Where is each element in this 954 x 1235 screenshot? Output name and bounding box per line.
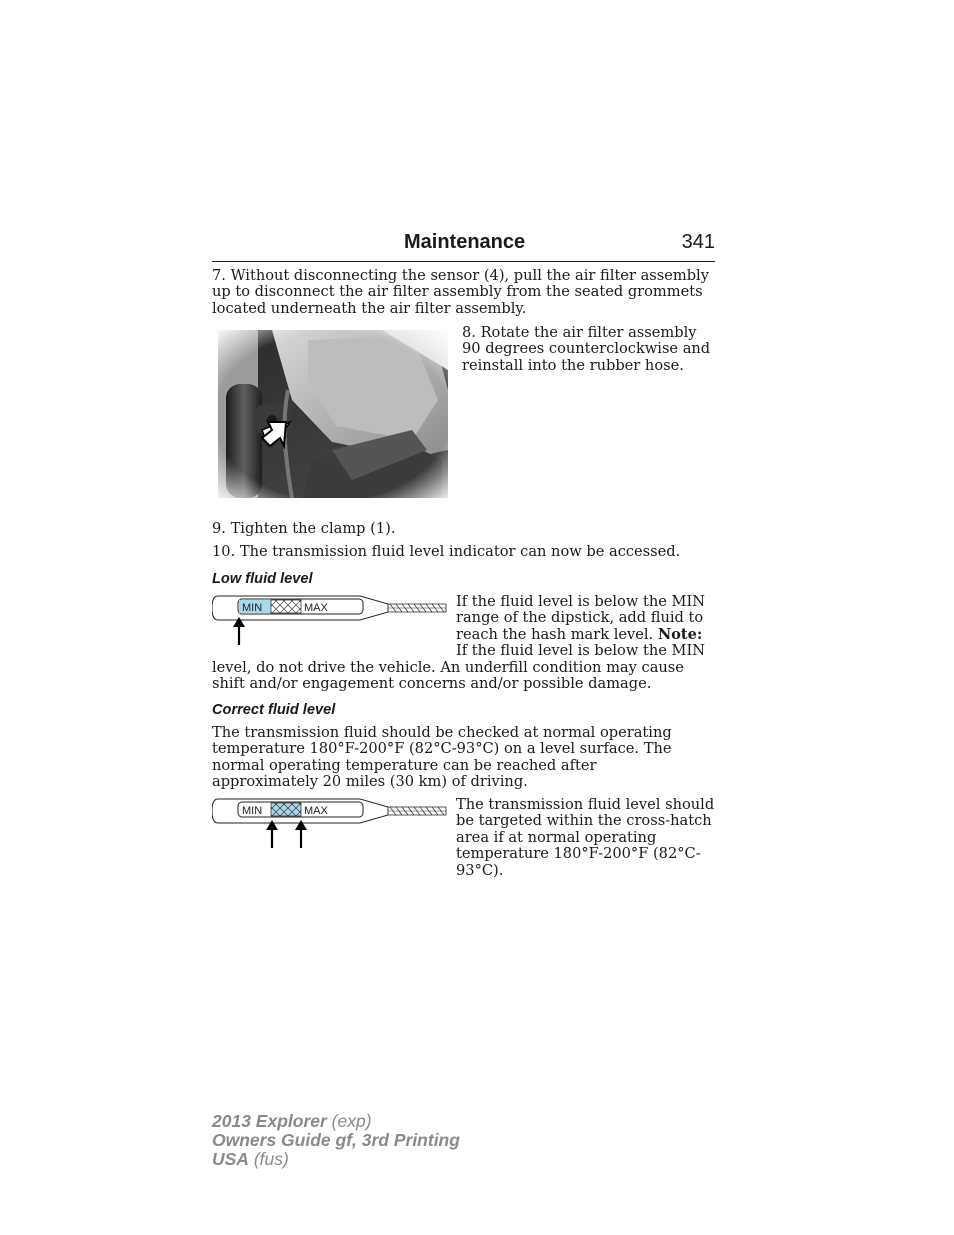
- low-fluid-text: If the fluid level is below the MIN range of the dipstick, add fluid to reach the hash mark level. Note: If the fluid level is below the MIN level, do not drive the vehicle. An underfill condition may cause shift and/or engagement concerns and/or possible damage.: [212, 593, 705, 693]
- correct-fluid-side-text: The transmission fluid level should be targeted within the cross-hatch area if at normal operating temperature 180°F-200°F (82°C-93°C).: [456, 796, 715, 879]
- step-7: 7. Without disconnecting the sensor (4), pull the air filter assembly up to disconnect the air filter assembly from the seated grommets located underneath the air filter assembly.: [212, 267, 709, 317]
- step-10: 10. The transmission fluid level indicator can now be accessed.: [212, 543, 681, 560]
- air-filter-photo: [212, 330, 452, 502]
- footer: 2013 Explorer (exp) Owners Guide gf, 3rd Printing USA (fus): [212, 1111, 460, 1169]
- page-header: [212, 229, 715, 262]
- correct-fluid-paragraph: The transmission fluid should be checked at normal operating temperature 180°F-200°F (82°C-93°C) on a level surface. The normal operating temperature can be reached after approximately 20 miles (30 km) of driving.: [212, 724, 672, 791]
- dipstick-max-label: MAX: [304, 805, 328, 817]
- low-fluid-heading: Low fluid level: [212, 571, 313, 587]
- dipstick-correct-diagram: [212, 796, 448, 848]
- section-title: Maintenance: [404, 231, 526, 253]
- step-8: 8. Rotate the air filter assembly 90 degrees counterclockwise and reinstall into the rubber hose.: [462, 324, 711, 374]
- correct-fluid-heading: Correct fluid level: [212, 702, 336, 718]
- step-9: 9. Tighten the clamp (1).: [212, 520, 396, 537]
- dipstick-min-label: MIN: [242, 602, 263, 614]
- page-number: 341: [681, 231, 715, 253]
- dipstick-max-label: MAX: [304, 602, 328, 614]
- cross-hatch-target: [271, 803, 301, 816]
- dipstick-min-label: MIN: [242, 805, 263, 817]
- note-label: Note:: [657, 625, 703, 643]
